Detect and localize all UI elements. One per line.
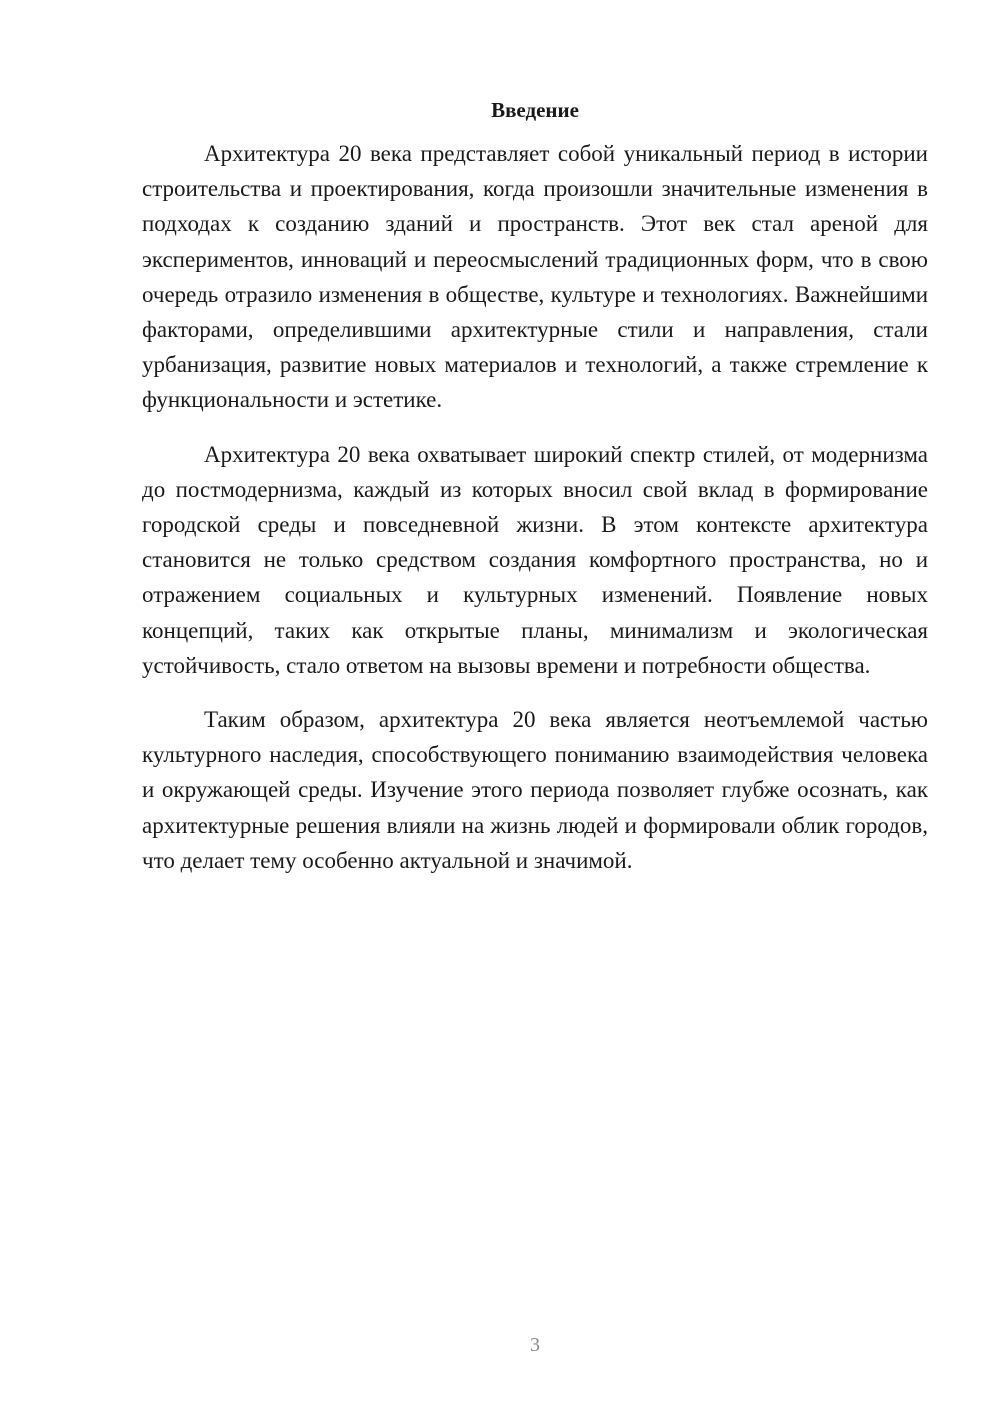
paragraph-2: Архитектура 20 века охватывает широкий спектр стилей, от модернизма до постмодернизма, каждый из которых вносил свой вклад в формирование городской среды и повседневной жизни. В этом контексте архитектура становится не только средством создания комфортного пространства, но и отражением социальных и культурных изменений. Появление новых концепций, таких как открытые планы, минимализм и экологическая устойчивость, стало ответом на вызовы времени и потребности общества. xyxy=(142,441,928,678)
page-number: 3 xyxy=(530,1334,540,1356)
section-title: Введение xyxy=(491,98,579,122)
document-body xyxy=(142,96,928,897)
paragraph-1: Архитектура 20 века представляет собой уникальный период в истории строительства и проектирования, когда произошли значительные изменения в подходах к созданию зданий и пространств. Этот век стал ареной для экспериментов, инноваций и переосмыслений традиционных форм, что в свою очередь отразило изменения в обществе, культуре и технологиях. Важнейшими факторами, определившими архитектурные стили и направления, стали урбанизация, развитие новых материалов и технологий, а также стремление к функциональности и эстетике. xyxy=(142,141,928,413)
paragraph-3: Таким образом, архитектура 20 века является неотъемлемой частью культурного наследия, способствующего пониманию взаимодействия человека и окружающей среды. Изучение этого периода позволяет глубже осознать, как архитектурные решения влияли на жизнь людей и формировали облик городов, что делает тему особенно актуальной и значимой. xyxy=(142,707,928,873)
